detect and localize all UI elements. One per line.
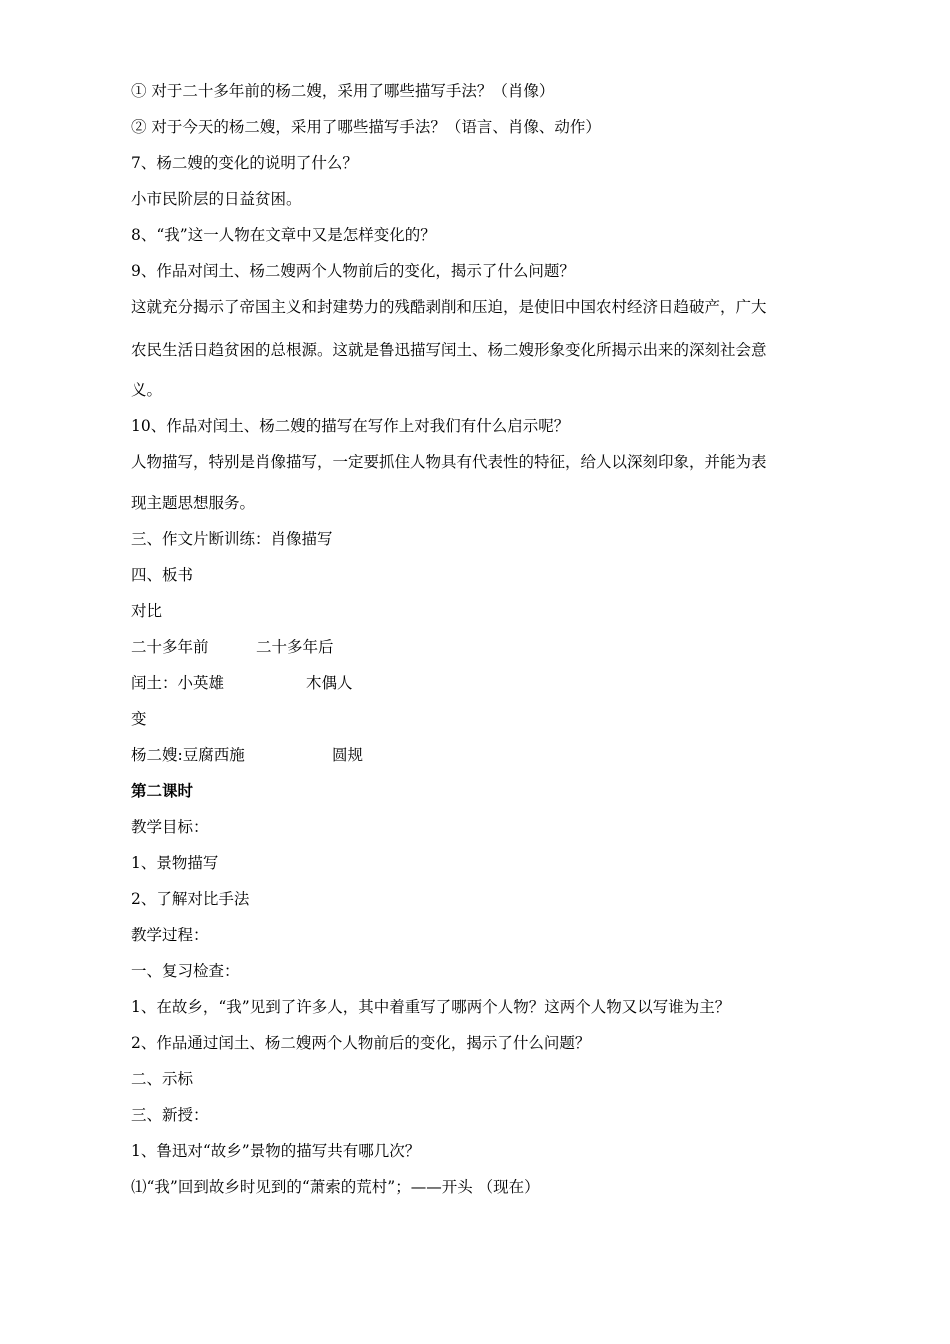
question-line: 7、杨二嫂的变化的说明了什么？ [131,154,358,172]
answer-line: 小市民阶层的日益贫困。 [131,190,302,208]
text-line: 三、新授： [131,1106,209,1124]
text-line: 教学目标： [131,818,209,836]
board-change: 变 [131,710,147,728]
board-row1-value: 木偶人 [306,674,353,692]
answer-line: 农民生活日趋贫困的总根源。这就是鲁迅描写闰土、杨二嫂形象变化所揭示出来的深刻社会意 [131,341,767,359]
text-line: ⑴“我”回到故乡时见到的“萧索的荒村”；——开头 （现在） [131,1178,540,1196]
text-line: 2、了解对比手法 [131,890,250,908]
text-line: 二、示标 [131,1070,194,1088]
board-col1-header: 二十多年前 [131,638,209,656]
board-col2-header: 二十多年后 [256,638,334,656]
section-heading: 三、作文片断训练：肖像描写 [131,530,333,548]
answer-line: 人物描写，特别是肖像描写，一定要抓住人物具有代表性的特征，给人以深刻印象，并能为表 [131,453,767,471]
board-title: 对比 [131,602,163,620]
question-line: 8、“我”这一人物在文章中又是怎样变化的？ [131,226,436,244]
board-row1-label: 闰土：小英雄 [131,674,225,692]
text-line: 1、在故乡，“我”见到了许多人，其中着重写了哪两个人物？这两个人物又以写谁为主？ [131,998,731,1016]
board-row2-value: 圆规 [332,746,364,764]
text-line: 2、作品通过闰土、杨二嫂两个人物前后的变化，揭示了什么问题？ [131,1034,591,1052]
question-line: 10、作品对闰土、杨二嫂的描写在写作上对我们有什么启示呢？ [131,417,570,435]
answer-line: 义。 [131,381,163,399]
section-title: 第二课时 [131,781,194,800]
text-line: 一、复习检查： [131,962,240,980]
text-line: 1、景物描写 [131,854,219,872]
section-heading: 四、板书 [131,566,194,584]
question-line: 9、作品对闰土、杨二嫂两个人物前后的变化，揭示了什么问题？ [131,262,575,280]
answer-line: 现主题思想服务。 [131,494,256,512]
text-line: 1、鲁迅对“故乡”景物的描写共有哪几次？ [131,1142,421,1160]
question-line: ② 对于今天的杨二嫂，采用了哪些描写手法？（语言、肖像、动作） [131,118,601,136]
text-line: 教学过程： [131,926,209,944]
answer-line: 这就充分揭示了帝国主义和封建势力的残酷剥削和压迫，是使旧中国农村经济日趋破产，广大 [131,298,767,316]
question-line: ① 对于二十多年前的杨二嫂，采用了哪些描写手法？（肖像） [131,82,555,100]
board-row2-label: 杨二嫂:豆腐西施 [131,746,245,764]
